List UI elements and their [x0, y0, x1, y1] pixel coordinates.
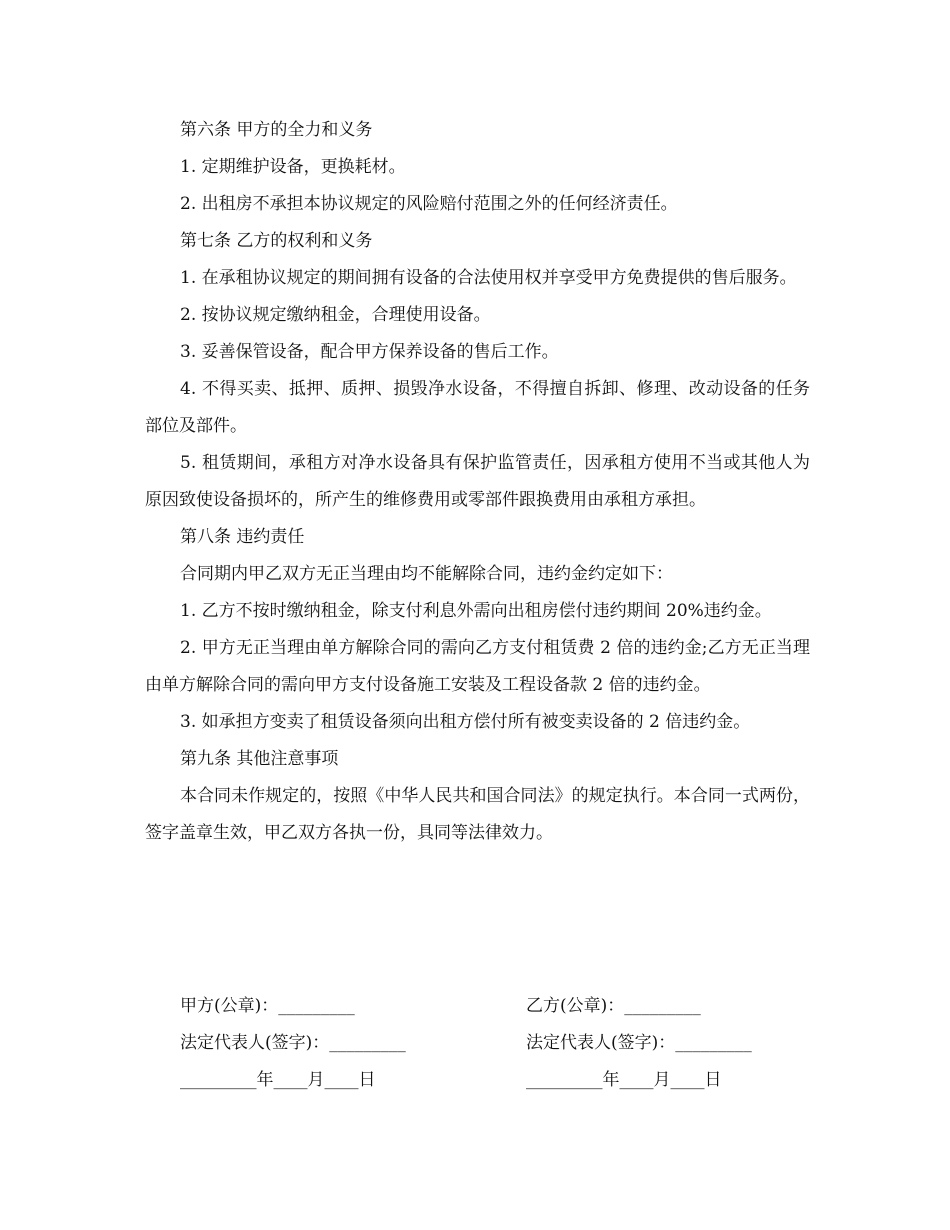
article-7-item-1: 1. 在承租协议规定的期间拥有设备的合法使用权并享受甲方免费提供的售后服务。 — [180, 268, 797, 288]
article-7-heading: 第七条 乙方的权利和义务 — [180, 231, 373, 251]
article-6-item-2: 2. 出租房不承担本协议规定的风险赔付范围之外的任何经济责任。 — [180, 194, 678, 214]
party-b-date-field: _________年____月____日 — [526, 1070, 722, 1090]
seal-row — [180, 988, 800, 1025]
article-8-item-2: 2. 甲方无正当理由单方解除合同的需向乙方支付租赁费 2 倍的违约金;乙方无正当理由单方解除合同的需向甲方支付设备施工安装及工程设备款 2 倍的违约金。 — [145, 638, 810, 695]
article-7-item-4: 4. 不得买卖、抵押、质押、损毁净水设备，不得擅自拆卸、修理、改动设备的任务部位及部件。 — [145, 379, 810, 436]
party-a-seal-field: 甲方(公章)：_________ — [180, 996, 355, 1016]
article-7-item-2: 2. 按协议规定缴纳租金，合理使用设备。 — [180, 305, 491, 325]
article-8-item-1: 1. 乙方不按时缴纳租金，除支付利息外需向出租房偿付违约期间 20%违约金。 — [180, 601, 772, 621]
date-row — [180, 1062, 800, 1099]
representative-row — [180, 1025, 800, 1062]
contract-body — [145, 112, 810, 852]
article-8-heading: 第八条 违约责任 — [180, 527, 305, 547]
article-7-item-5: 5. 租赁期间，承租方对净水设备具有保护监管责任，因承租方使用不当或其他人为原因致使设备损坏的，所产生的维修费用或零部件跟换费用由承租方承担。 — [145, 453, 810, 510]
article-9-heading: 第九条 其他注意事项 — [180, 749, 339, 769]
party-a-representative-field: 法定代表人(签字)：_________ — [180, 1033, 406, 1053]
article-8-item-3: 3. 如承担方变卖了租赁设备须向出租方偿付所有被变卖设备的 2 倍违约金。 — [180, 712, 751, 732]
signature-block — [180, 988, 800, 1099]
article-6-heading: 第六条 甲方的全力和义务 — [180, 120, 373, 140]
article-9-body: 本合同未作规定的，按照《中华人民共和国合同法》的规定执行。本合同一式两份，签字盖章生效，甲乙双方各执一份，具同等法律效力。 — [145, 786, 810, 843]
party-b-seal-field: 乙方(公章)：_________ — [526, 996, 701, 1016]
party-b-representative-field: 法定代表人(签字)：_________ — [526, 1033, 752, 1053]
article-6-item-1: 1. 定期维护设备，更换耗材。 — [180, 157, 406, 177]
article-8-intro: 合同期内甲乙双方无正当理由均不能解除合同，违约金约定如下： — [180, 564, 673, 584]
article-7-item-3: 3. 妥善保管设备，配合甲方保养设备的售后工作。 — [180, 342, 559, 362]
party-a-date-field: _________年____月____日 — [180, 1070, 376, 1090]
